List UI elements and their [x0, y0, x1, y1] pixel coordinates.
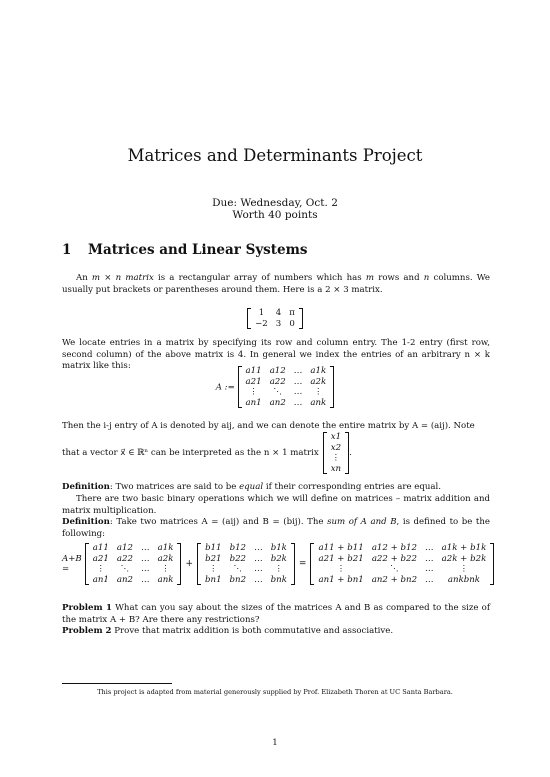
right-bracket: [490, 543, 494, 585]
matrix-a-label: A :=: [215, 382, 235, 393]
matrix-row: [327, 453, 345, 464]
matrix-entry: …: [254, 564, 263, 574]
sum-matrix-b: [197, 543, 295, 585]
matrix-row: [251, 319, 299, 330]
matrix-entry: 0: [289, 318, 295, 329]
matrix-entry: b2k: [270, 553, 287, 564]
matrix-entry: a2k: [310, 376, 327, 387]
matrix-row: [314, 554, 490, 565]
example-matrix-body: [247, 308, 303, 329]
matrix-entry: an1 + bn1: [318, 574, 364, 585]
definition-sum: Definition: Take two matrices A = (aij) and B = (bij). The sum of A and B, is defined to be the following:: [62, 517, 491, 539]
matrix-row: [242, 398, 331, 409]
matrix-entry: a11: [92, 543, 109, 553]
matrix-entry: a12 + b12: [371, 543, 417, 553]
matrix-row: [89, 543, 178, 554]
section-title: Matrices and Linear Systems: [88, 242, 308, 258]
matrix-entry: bn1: [205, 574, 222, 585]
matrix-row: [89, 554, 178, 565]
matrix-entry: …: [425, 574, 434, 585]
matrix-entry: a2k + b2k: [441, 553, 487, 564]
matrix-entry: …: [254, 553, 263, 564]
document-title: Matrices and Determinants Project: [127, 146, 423, 165]
matrix-entry: an2: [269, 397, 286, 408]
matrix-entry: ⋱: [120, 564, 130, 574]
example-matrix: [0, 308, 550, 329]
matrix-entry: π: [289, 308, 295, 318]
matrix-entry: ⋱: [273, 387, 283, 397]
section-heading: [62, 242, 307, 258]
sum-matrix-result: [310, 543, 494, 585]
right-bracket: [299, 308, 303, 329]
matrix-row: [201, 564, 291, 575]
matrix-entry: b12: [229, 543, 247, 553]
matrix-entry: …: [293, 376, 303, 387]
footnote-rule: [62, 683, 172, 684]
term-matrix: matrix: [125, 273, 154, 283]
matrix-row: [251, 308, 299, 319]
matrix-row: [201, 575, 291, 586]
matrix-row: [89, 575, 178, 586]
matrix-entry: …: [425, 553, 434, 564]
right-bracket: [330, 366, 334, 408]
vector-matrix-body: [323, 432, 349, 474]
matrix-row: [201, 554, 291, 565]
matrix-entry: ⋮: [336, 564, 346, 574]
matrix-entry: a22: [116, 553, 133, 564]
matrix-row: [327, 464, 345, 475]
matrix-entry: 4: [275, 308, 282, 318]
matrix-entry: an2 + bn2: [371, 574, 418, 585]
sum-matrix-a: [85, 543, 182, 585]
matrix-entry: a1k: [310, 366, 327, 376]
matrix-row: [242, 366, 331, 377]
page-number: 1: [272, 738, 278, 748]
matrix-entry: b22: [229, 553, 247, 564]
matrix-row: [314, 575, 490, 586]
matrix-entry: ⋮: [249, 387, 258, 397]
matrix-entry: …: [293, 397, 303, 408]
paragraph-entry-notation: Then the i-j entry of A is denoted by aij, and we can denote the entire matrix by A = (aij). Note: [62, 421, 475, 431]
points-worth: Worth 40 points: [232, 209, 318, 221]
matrix-entry: a12: [116, 543, 133, 553]
vector-as-matrix: that a vector x⃗ ∈ ℝⁿ can be interpreted as the n × 1 matrix x1 x2 ⋮ xn .: [62, 432, 352, 474]
matrix-entry: an2: [116, 574, 134, 585]
matrix-row: [327, 443, 345, 454]
matrix-entry: a21 + b21: [318, 553, 364, 564]
matrix-entry: ⋮: [459, 564, 469, 574]
matrix-entry: ⋮: [96, 564, 106, 574]
problem-1: Problem 1 What can you say about the sizes of the matrices A and B as compared to the size of the matrix A + B? Are there any restrictions?: [62, 603, 490, 625]
matrix-entry: b1k: [270, 543, 287, 553]
matrix-entry: bnk: [270, 574, 287, 585]
matrix-entry: 1: [258, 308, 265, 318]
paragraph-matrix-definition: An m × n matrix is a rectangular array of numbers which has m rows and n columns. We usually put brackets or parentheses around them. Here is a 2 × 3 matrix.: [62, 273, 490, 295]
matrix-entry: …: [141, 574, 150, 585]
matrix-entry: ⋮: [208, 564, 218, 574]
matrix-entry: −2: [255, 318, 268, 329]
matrix-entry: …: [293, 387, 303, 397]
matrix-entry: ank: [157, 574, 174, 585]
matrix-entry: …: [293, 366, 303, 376]
matrix-entry: a12: [269, 366, 286, 376]
sum-equation: [62, 543, 490, 585]
matrix-entry: ⋱: [390, 564, 399, 574]
matrix-entry: b11: [205, 543, 222, 553]
matrix-row: [242, 377, 331, 388]
matrix-row: [201, 543, 291, 554]
matrix-row: [89, 564, 178, 575]
matrix-entry: xn: [330, 463, 342, 474]
matrix-entry: ⋱: [233, 564, 243, 574]
paragraph-indexing: We locate entries in a matrix by specifying its row and column entry. The 1-2 entry (first row, second column) of the above matrix is 4. In general we index the entries of an arbitrary n × k matrix like this:: [62, 338, 490, 371]
due-date: Due: Wednesday, Oct. 2: [212, 197, 338, 209]
plus-sign: +: [185, 559, 194, 569]
matrix-entry: …: [425, 564, 434, 574]
definition-equal: Definition: Two matrices are said to be equal if their corresponding entries are equal.: [62, 482, 442, 492]
matrix-row: [327, 432, 345, 443]
matrix-entry: ⋮: [314, 387, 323, 397]
matrix-entry: a21: [92, 553, 109, 564]
matrix-entry: x2: [330, 442, 342, 453]
matrix-row: [314, 543, 490, 554]
matrix-entry: …: [254, 574, 263, 585]
section-number: 1: [62, 242, 72, 258]
matrix-entry: a2k: [157, 553, 174, 564]
matrix-entry: a1k: [157, 543, 174, 553]
matrix-entry: a22 + b22: [371, 553, 417, 564]
matrix-entry: ank: [310, 397, 327, 408]
matrix-entry: …: [141, 564, 150, 574]
matrix-entry: …: [254, 543, 263, 553]
matrix-entry: b21: [205, 553, 222, 564]
matrix-entry: a11: [245, 366, 262, 376]
matrix-entry: bn2: [229, 574, 247, 585]
matrix-entry: a1k + b1k: [441, 543, 487, 553]
matrix-entry: 3: [275, 318, 282, 329]
matrix-entry: ⋮: [331, 453, 341, 463]
matrix-entry: ⋮: [161, 564, 170, 574]
sum-label: A+B =: [62, 554, 82, 574]
paragraph-operations: There are two basic binary operations which we will define on matrices – matrix addition and matrix multiplication.: [62, 494, 490, 516]
matrix-row: [242, 387, 331, 398]
matrix-entry: a22: [269, 376, 286, 387]
equals-sign: =: [298, 559, 307, 569]
general-matrix-body: [238, 366, 335, 408]
matrix-entry: an1: [245, 397, 262, 408]
matrix-entry: a21: [245, 376, 262, 387]
problem-2: Problem 2 Prove that matrix addition is both commutative and associative.: [62, 626, 394, 636]
general-matrix-equation: [0, 366, 550, 408]
matrix-entry: …: [425, 543, 434, 553]
due-block: [0, 197, 550, 221]
matrix-entry: …: [141, 553, 150, 564]
matrix-row: [314, 564, 490, 575]
footnote: This project is adapted from material generously supplied by Prof. Elizabeth Thoren at UC Santa Barbara.: [97, 688, 453, 696]
matrix-entry: ankbnk: [447, 574, 481, 585]
matrix-entry: an1: [92, 574, 109, 585]
matrix-entry: ⋮: [274, 564, 284, 574]
matrix-entry: x1: [330, 432, 342, 442]
matrix-entry: …: [141, 543, 150, 553]
matrix-entry: a11 + b11: [318, 543, 364, 553]
